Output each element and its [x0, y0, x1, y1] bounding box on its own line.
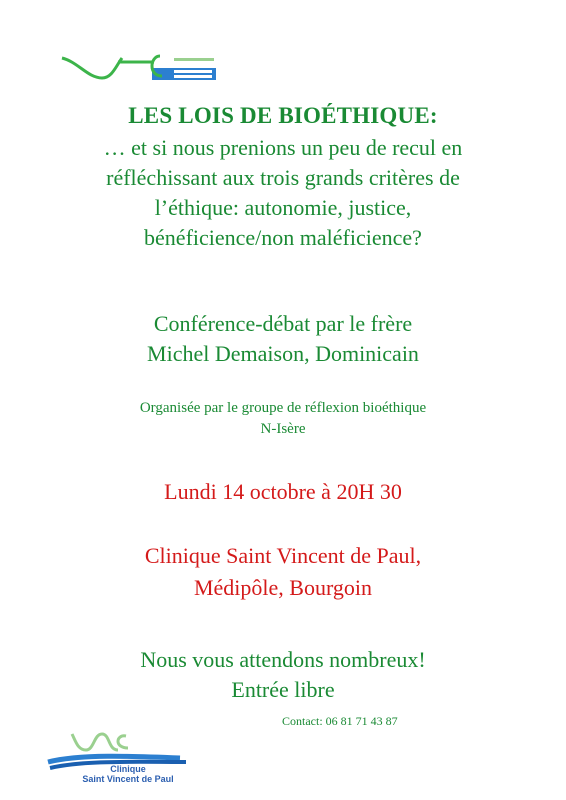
contact-phone: Contact: 06 81 71 43 87	[282, 714, 398, 728]
poster-subtitle	[0, 133, 566, 253]
organizer-line: N-Isère	[260, 421, 306, 437]
location-line: Médipôle, Bourgoin	[193, 575, 373, 600]
conference-line: Michel Demaison, Dominicain	[147, 341, 419, 366]
subtitle-line: bénéficience/non maléficience?	[144, 225, 422, 250]
welcome-line: Entrée libre	[231, 677, 335, 702]
clinic-logo-line: Saint Vincent de Paul	[82, 774, 174, 784]
vtc-logo	[58, 52, 218, 82]
welcome-message	[0, 645, 566, 705]
organizer-info	[0, 398, 566, 440]
subtitle-line: réfléchissant aux trois grands critères de	[106, 165, 460, 190]
poster-title: LES LOIS DE BIOÉTHIQUE:	[128, 103, 438, 128]
clinic-logo-text	[78, 764, 178, 784]
welcome-line: Nous vous attendons nombreux!	[140, 647, 426, 672]
subtitle-line: l’éthique: autonomie, justice,	[154, 195, 412, 220]
location-line: Clinique Saint Vincent de Paul,	[144, 543, 422, 568]
subtitle-line: … et si nous prenions un peu de recul en	[103, 135, 463, 160]
event-date: Lundi 14 octobre à 20H 30	[164, 479, 402, 504]
clinic-logo-line: Clinique	[110, 764, 146, 774]
conference-info	[0, 309, 566, 369]
event-location	[0, 540, 566, 604]
conference-line: Conférence-débat par le frère	[153, 311, 413, 336]
organizer-line: Organisée par le groupe de réflexion bioéthique	[139, 400, 427, 416]
